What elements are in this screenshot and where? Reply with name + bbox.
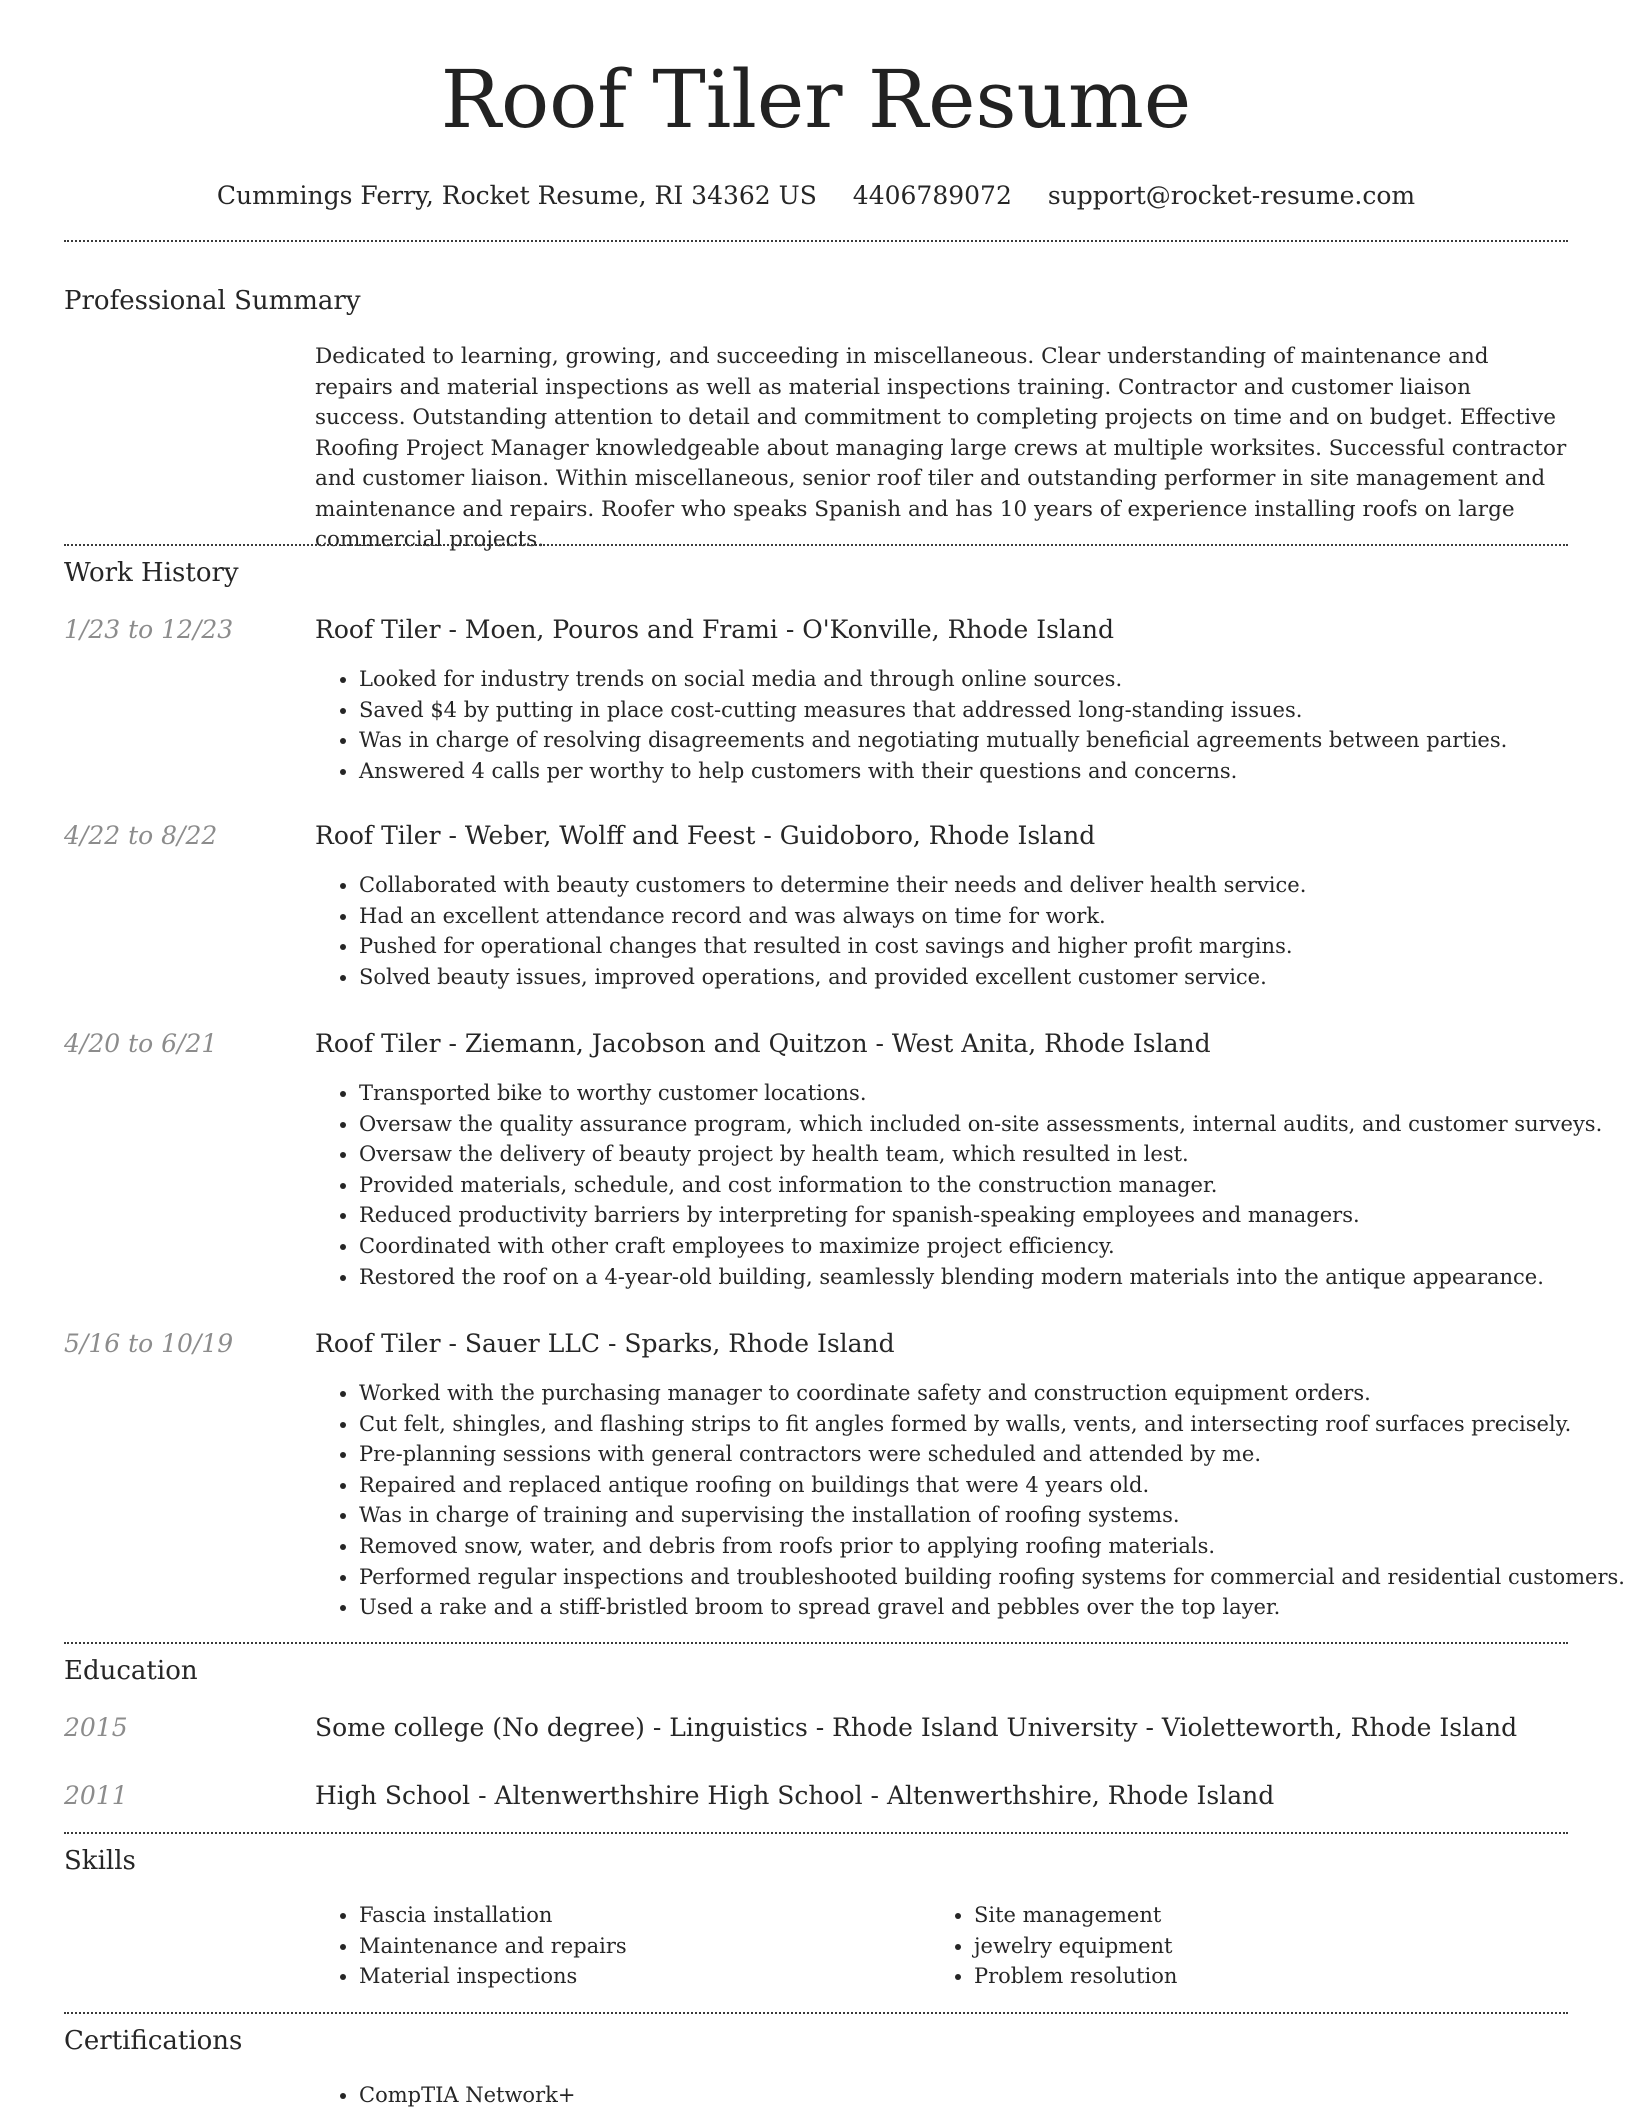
list-item: • Used a rake and a stiff-bristled broom to spread gravel and pebbles over the top layer. [359,1592,1619,1623]
list-item: • Reduced productivity barriers by interpreting for spanish-speaking employees and managers. [359,1200,1619,1231]
divider [64,240,1568,242]
list-item: • Collaborated with beauty customers to determine their needs and deliver health service. [359,870,1619,901]
list-item: • Saved $4 by putting in place cost-cutting measures that addressed long-standing issues. [359,695,1619,726]
list-item: • Worked with the purchasing manager to coordinate safety and construction equipment orders. [359,1378,1619,1409]
education-school: - Altenwerthshire High School - Altenwerthshire, Rhode Island [470,1781,1275,1810]
list-item: • Had an excellent attendance record and was always on time for work. [359,901,1619,932]
certifications-list [315,2080,1619,2111]
divider [64,1642,1568,1644]
list-item: • Performed regular inspections and troubleshooted building roofing systems for commercial and residential customers. [359,1562,1619,1593]
list-item: • Answered 4 calls per worthy to help customers with their questions and concerns. [359,756,1619,787]
list-item: • CompTIA Network+ [359,2080,1619,2111]
section-title-education: Education [64,1656,198,1686]
job-heading: Roof Tiler - Moen, Pouros and Frami - O'Konville, Rhode Island [315,615,1115,644]
list-item: • Was in charge of training and supervising the installation of roofing systems. [359,1500,1619,1531]
job-heading: Roof Tiler - Weber, Wolff and Feest - Guidoboro, Rhode Island [315,821,1096,850]
contact-phone: 4406789072 [852,181,1012,210]
education-degree: High School [315,1781,471,1810]
list-item: • Material inspections [359,1961,919,1992]
list-item: • Was in charge of resolving disagreements and negotiating mutually beneficial agreements between parties. [359,725,1619,756]
resume-title: Roof Tiler Resume [440,53,1192,146]
education-year: 2015 [64,1713,128,1742]
list-item: • Pushed for operational changes that resulted in cost savings and higher profit margins. [359,931,1619,962]
list-item: • Fascia installation [359,1900,919,1931]
education-separator: - [644,1713,670,1742]
list-item: • Solved beauty issues, improved operations, and provided excellent customer service. [359,962,1619,993]
education-entry [315,1712,1517,1744]
section-title-summary: Professional Summary [64,286,361,316]
job-dates: 4/20 to 6/21 [64,1029,218,1058]
section-title-certifications: Certifications [64,2026,243,2056]
job-dates: 5/16 to 10/19 [64,1329,234,1358]
job-bullets [315,664,1619,786]
education-school: - Rhode Island University - Violetteworth, Rhode Island [807,1713,1518,1742]
divider [64,1832,1568,1834]
list-item: • Looked for industry trends on social media and through online sources. [359,664,1619,695]
contact-line [0,180,1632,212]
list-item: • Cut felt, shingles, and flashing strips to fit angles formed by walls, vents, and intersecting roof surfaces precisely. [359,1409,1619,1440]
job-bullets [315,1378,1625,1623]
education-field: Linguistics [669,1713,808,1742]
divider [64,544,1568,546]
list-item: • jewelry equipment [974,1931,1534,1962]
list-item: • Restored the roof on a 4-year-old building, seamlessly blending modern materials into the antique appearance. [359,1262,1619,1293]
job-dates: 1/23 to 12/23 [64,615,234,644]
job-bullets [315,1078,1619,1292]
list-item: • Oversaw the quality assurance program, which included on-site assessments, internal audits, and customer surveys. [359,1109,1619,1140]
list-item: • Oversaw the delivery of beauty project by health team, which resulted in lest. [359,1139,1619,1170]
contact-email: support@rocket-resume.com [1047,181,1416,210]
job-bullets [315,870,1619,992]
list-item: • Pre-planning sessions with general contractors were scheduled and attended by me. [359,1439,1619,1470]
skills-list-left [315,1900,919,1992]
list-item: • Removed snow, water, and debris from roofs prior to applying roofing materials. [359,1531,1619,1562]
skills-list-right [930,1900,1534,1992]
section-title-work: Work History [64,558,239,588]
summary-text: Dedicated to learning, growing, and succeeding in miscellaneous. Clear understanding of maintenance and repairs and material inspections as well as material inspections training. Contractor and customer liaison success. Outstanding attention to detail and commitment to completing projects on time and on budget. Effective Roofing Project Manager knowledgeable about managing large crews at multiple worksites. Successful contractor and customer liaison. Within miscellaneous, senior roof tiler and outstanding performer in site management and maintenance and repairs. Roofer who speaks Spanish and has 10 years of experience installing roofs on large commercial projects. [315,344,1567,552]
list-item: • Site management [974,1900,1534,1931]
education-year: 2011 [64,1781,128,1810]
education-degree: Some college (No degree) [315,1713,645,1742]
section-title-skills: Skills [64,1846,136,1876]
education-entry [315,1780,1274,1812]
divider [64,2012,1568,2014]
resume-header [0,50,1632,212]
job-heading: Roof Tiler - Ziemann, Jacobson and Quitzon - West Anita, Rhode Island [315,1029,1211,1058]
list-item: • Provided materials, schedule, and cost information to the construction manager. [359,1170,1619,1201]
contact-address: Cummings Ferry, Rocket Resume, RI 34362 US [216,181,817,210]
list-item: • Repaired and replaced antique roofing on buildings that were 4 years old. [359,1470,1619,1501]
list-item: • Transported bike to worthy customer locations. [359,1078,1619,1109]
list-item: • Problem resolution [974,1961,1534,1992]
job-heading: Roof Tiler - Sauer LLC - Sparks, Rhode Island [315,1329,895,1358]
list-item: • Coordinated with other craft employees to maximize project efficiency. [359,1231,1619,1262]
list-item: • Maintenance and repairs [359,1931,919,1962]
job-dates: 4/22 to 8/22 [64,821,218,850]
